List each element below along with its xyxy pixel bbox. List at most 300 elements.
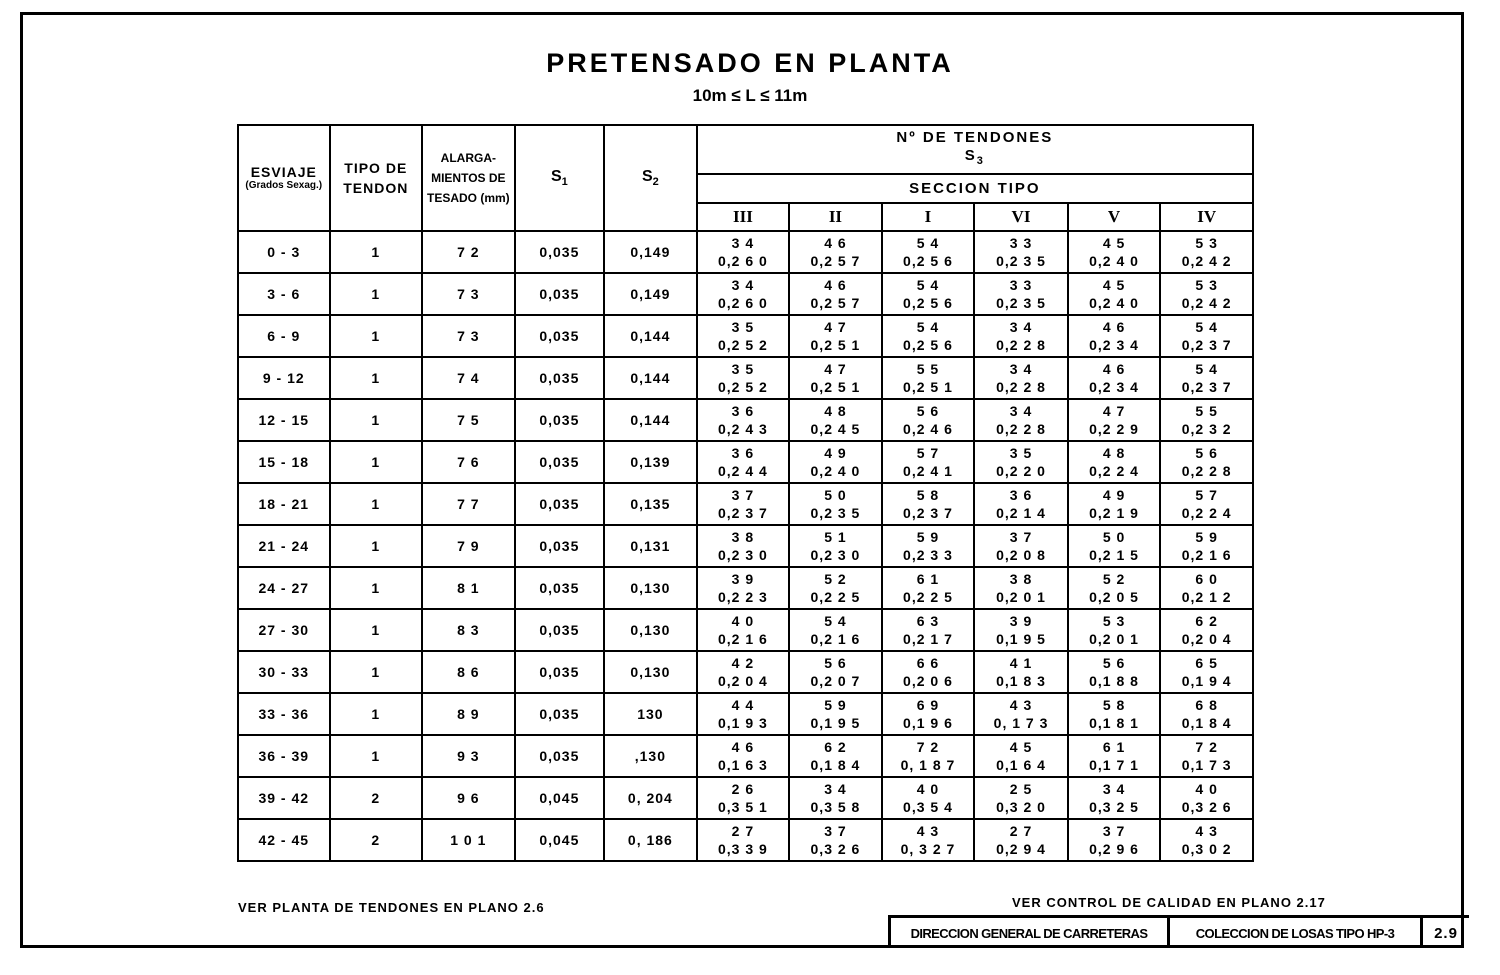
tendon-count: 3 8: [731, 529, 755, 545]
cell-tipo: 1: [330, 231, 423, 273]
cell-tendons: [789, 567, 882, 609]
header-alargamientos: ALARGA- MIENTOS DE TESADO (mm): [422, 125, 515, 231]
cell-tendons: [697, 609, 790, 651]
cell-tipo: 1: [330, 567, 423, 609]
cell-tendons: [789, 609, 882, 651]
cell-tipo: 1: [330, 525, 423, 567]
table-row: [238, 609, 1253, 651]
cell-s1: 0,035: [515, 231, 605, 273]
cell-tendons: [1160, 777, 1253, 819]
cell-tipo: 1: [330, 315, 423, 357]
tendon-count: 6 8: [1195, 697, 1218, 713]
tendon-s3-value: 0,2 1 9: [1089, 505, 1139, 521]
header-section-0: III: [697, 203, 790, 231]
table-row: [238, 693, 1253, 735]
cell-tendons: [789, 693, 882, 735]
tendon-count: 3 4: [824, 781, 847, 797]
tendon-count: 5 0: [1102, 529, 1126, 545]
cell-alarg: 9 3: [422, 735, 515, 777]
cell-tendons: [789, 525, 882, 567]
tendon-count: 4 5: [1102, 235, 1126, 251]
table-row: [238, 273, 1253, 315]
cell-s2: 0, 204: [604, 777, 697, 819]
tendon-count: 2 5: [1009, 781, 1033, 797]
tendon-count: 4 6: [1102, 361, 1126, 377]
cell-tendons: [697, 441, 790, 483]
tendon-s3-value: 0,1 8 4: [1181, 715, 1232, 731]
tendon-s3-value: 0,2 4 5: [810, 421, 861, 437]
note-quality-control: VER CONTROL DE CALIDAD EN PLANO 2.17: [1012, 895, 1326, 910]
tendon-s3-value: 0,2 4 2: [1181, 253, 1232, 269]
cell-s2: 130: [604, 693, 697, 735]
cell-tendons: [882, 819, 975, 861]
tendon-count: 2 7: [731, 823, 755, 839]
tendon-count: 3 4: [1009, 361, 1033, 377]
tendon-s3-value: 0,2 3 5: [810, 505, 861, 521]
tendon-s3-value: 0,1 9 3: [717, 715, 768, 731]
tendon-count: 2 6: [731, 781, 755, 797]
cell-tendons: [974, 735, 1068, 777]
tendon-s3-value: 0,2 0 7: [810, 673, 861, 689]
tendon-count: 5 7: [1195, 487, 1218, 503]
cell-tendons: [697, 231, 790, 273]
cell-tendons: [1068, 483, 1161, 525]
tendon-count: 6 2: [824, 739, 847, 755]
page-title: PRETENSADO EN PLANTA: [546, 48, 954, 78]
tendon-count: 3 6: [731, 403, 755, 419]
tendon-s3-value: 0,2 2 3: [717, 589, 768, 605]
tendon-s3-value: 0,2 3 0: [717, 547, 768, 563]
tendon-count: 4 6: [824, 277, 847, 293]
tendon-count: 5 4: [916, 277, 940, 293]
tendon-s3-value: 0,2 6 0: [717, 295, 768, 311]
tendon-s3-value: 0,2 1 2: [1181, 589, 1232, 605]
header-s1-letter: S: [550, 167, 562, 185]
cell-s2: 0,144: [604, 357, 697, 399]
tendon-count: 3 4: [1009, 403, 1033, 419]
tendon-count: 7 2: [916, 739, 940, 755]
header-s2: [604, 125, 697, 231]
cell-tendons: [974, 273, 1068, 315]
cell-s2: ,130: [604, 735, 697, 777]
cell-tendons: [697, 693, 790, 735]
tendon-s3-value: 0,2 2 5: [810, 589, 861, 605]
cell-tipo: 1: [330, 483, 423, 525]
tendon-s3-value: 0,2 2 0: [996, 463, 1046, 479]
footer-organization: DIRECCION GENERAL DE CARRETERAS: [891, 918, 1170, 948]
cell-tendons: [882, 231, 975, 273]
table-row: [238, 567, 1253, 609]
cell-tendons: [697, 525, 790, 567]
cell-s2: 0,144: [604, 399, 697, 441]
tendon-s3-value: 0,1 7 3: [1181, 757, 1232, 773]
cell-tendons: [697, 273, 790, 315]
cell-tendons: [974, 441, 1068, 483]
tendon-s3-value: 0,3 5 4: [903, 799, 953, 815]
cell-tendons: [1068, 777, 1161, 819]
tendon-s3-value: 0,2 4 0: [1089, 295, 1139, 311]
tendon-s3-value: 0,2 5 2: [717, 379, 768, 395]
tendon-s3-value: 0,3 5 8: [810, 799, 861, 815]
cell-esviaje: 0 - 3: [238, 231, 330, 273]
cell-tipo: 1: [330, 441, 423, 483]
cell-tendons: [1068, 693, 1161, 735]
tendon-s3-value: 0,2 4 3: [717, 421, 768, 437]
cell-tendons: [789, 231, 882, 273]
tendon-s3-value: 0,2 0 1: [996, 589, 1046, 605]
cell-s2: 0,144: [604, 315, 697, 357]
tendon-s3-value: 0,3 0 2: [1181, 841, 1232, 857]
cell-tendons: [974, 777, 1068, 819]
cell-tendons: [1160, 651, 1253, 693]
tendon-s3-value: 0,3 3 9: [717, 841, 768, 857]
header-tipo-tendon: TIPO DE TENDON: [330, 125, 423, 231]
tendon-count: 3 9: [1009, 613, 1033, 629]
tendon-s3-value: 0, 3 2 7: [900, 841, 956, 857]
tendon-s3-value: 0,2 0 6: [903, 673, 953, 689]
tendon-s3-value: 0,2 4 1: [903, 463, 953, 479]
cell-tendons: [974, 609, 1068, 651]
tendon-s3-value: 0,2 1 7: [903, 631, 953, 647]
cell-tendons: [1160, 735, 1253, 777]
cell-tipo: 1: [330, 399, 423, 441]
cell-esviaje: 27 - 30: [238, 609, 330, 651]
tendon-s3-value: 0,2 2 4: [1181, 505, 1232, 521]
tendon-count: 5 3: [1195, 277, 1218, 293]
header-esviaje-units: (Grados Sexag.): [245, 180, 323, 191]
cell-s1: 0,035: [515, 441, 605, 483]
cell-tendons: [1068, 231, 1161, 273]
cell-tendons: [789, 357, 882, 399]
header-s2-index: 2: [652, 176, 659, 189]
tendon-s3-value: 0,2 4 4: [717, 463, 768, 479]
cell-s1: 0,045: [515, 819, 605, 861]
cell-tendons: [882, 567, 975, 609]
cell-alarg: 7 4: [422, 357, 515, 399]
tendon-count: 3 4: [731, 277, 755, 293]
header-n-tendones-label: Nº DE TENDONES: [896, 129, 1054, 146]
tendon-s3-value: 0,1 6 3: [717, 757, 768, 773]
tendon-s3-value: 0,2 1 6: [1181, 547, 1232, 563]
tendon-s3-value: 0,2 0 4: [1181, 631, 1232, 647]
cell-tendons: [1160, 441, 1253, 483]
cell-alarg: 7 5: [422, 399, 515, 441]
cell-tendons: [974, 399, 1068, 441]
cell-tendons: [882, 609, 975, 651]
cell-tipo: 1: [330, 651, 423, 693]
table-row: [238, 819, 1253, 861]
cell-tendons: [789, 273, 882, 315]
header-section-2: I: [882, 203, 975, 231]
cell-tendons: [882, 651, 975, 693]
table-row: [238, 651, 1253, 693]
tendon-count: 3 6: [1009, 487, 1033, 503]
cell-tendons: [1160, 399, 1253, 441]
tendon-s3-value: 0,3 2 5: [1089, 799, 1139, 815]
cell-tendons: [1160, 819, 1253, 861]
cell-tendons: [974, 483, 1068, 525]
tendon-s3-value: 0,2 4 0: [1089, 253, 1139, 269]
cell-s2: 0,149: [604, 273, 697, 315]
tendon-count: 5 9: [824, 697, 847, 713]
tendon-count: 4 6: [731, 739, 755, 755]
tendon-s3-value: 0,2 2 9: [1089, 421, 1139, 437]
footer-sheet-number: 2.9: [1434, 924, 1458, 942]
tendon-count: 2 7: [1009, 823, 1033, 839]
tendon-s3-value: 0,2 3 7: [1181, 379, 1232, 395]
cell-tendons: [882, 693, 975, 735]
tendon-s3-value: 0,2 1 5: [1089, 547, 1139, 563]
tendon-s3-value: 0,2 3 5: [996, 253, 1046, 269]
cell-tendons: [697, 735, 790, 777]
tendon-s3-value: 0,2 6 0: [717, 253, 768, 269]
tendon-s3-value: 0,2 5 1: [903, 379, 953, 395]
cell-s1: 0,035: [515, 357, 605, 399]
cell-alarg: 1 0 1: [422, 819, 515, 861]
cell-esviaje: 36 - 39: [238, 735, 330, 777]
tendon-s3-value: 0,2 3 7: [1181, 337, 1232, 353]
cell-s2: 0,149: [604, 231, 697, 273]
cell-s2: 0,131: [604, 525, 697, 567]
tendon-s3-value: 0,2 0 1: [1089, 631, 1139, 647]
tendon-s3-value: 0,2 0 8: [996, 547, 1046, 563]
header-section-1: II: [789, 203, 882, 231]
tendon-count: 4 0: [731, 613, 755, 629]
cell-tendons: [697, 651, 790, 693]
tendon-count: 5 2: [824, 571, 847, 587]
tendon-count: 5 3: [1195, 235, 1218, 251]
tendon-s3-value: 0,2 5 6: [903, 253, 953, 269]
header-s3: [698, 147, 1252, 170]
cell-s1: 0,035: [515, 735, 605, 777]
cell-tendons: [974, 357, 1068, 399]
cell-esviaje: 30 - 33: [238, 651, 330, 693]
tendon-count: 5 4: [1195, 361, 1218, 377]
cell-s1: 0,035: [515, 609, 605, 651]
tendon-s3-value: 0,2 2 5: [903, 589, 953, 605]
cell-tendons: [1068, 399, 1161, 441]
tendon-s3-value: 0,2 3 4: [1089, 337, 1139, 353]
tendon-count: 5 8: [916, 487, 940, 503]
cell-s2: 0, 186: [604, 819, 697, 861]
cell-tendons: [974, 525, 1068, 567]
cell-alarg: 8 6: [422, 651, 515, 693]
tendon-count: 5 4: [824, 613, 847, 629]
tendon-s3-value: 0,1 9 6: [903, 715, 953, 731]
tendon-count: 4 7: [824, 319, 847, 335]
cell-tendons: [697, 399, 790, 441]
cell-tipo: 1: [330, 273, 423, 315]
tendon-s3-value: 0,3 5 1: [717, 799, 768, 815]
header-s1: [515, 125, 605, 231]
tendon-s3-value: 0,3 2 0: [996, 799, 1046, 815]
cell-tendons: [1068, 525, 1161, 567]
tendon-count: 5 4: [916, 319, 940, 335]
header-section-4: V: [1068, 203, 1161, 231]
tendon-s3-value: 0,1 8 3: [996, 673, 1046, 689]
cell-alarg: 8 9: [422, 693, 515, 735]
tendon-count: 5 6: [1195, 445, 1218, 461]
tendon-count: 6 9: [916, 697, 940, 713]
cell-s1: 0,035: [515, 525, 605, 567]
tendon-s3-value: 0,2 5 7: [810, 295, 861, 311]
tendon-count: 5 6: [916, 403, 940, 419]
tendon-count: 5 4: [1195, 319, 1218, 335]
cell-tendons: [974, 567, 1068, 609]
tendon-s3-value: 0,2 9 4: [996, 841, 1046, 857]
cell-tendons: [882, 273, 975, 315]
cell-esviaje: 24 - 27: [238, 567, 330, 609]
tendon-count: 4 7: [1102, 403, 1126, 419]
prestressing-table: [237, 124, 1254, 862]
header-esviaje: [238, 125, 330, 231]
tendon-s3-value: 0,2 1 4: [996, 505, 1046, 521]
tendon-count: 4 9: [824, 445, 847, 461]
cell-tendons: [697, 315, 790, 357]
cell-s2: 0,130: [604, 567, 697, 609]
table-row: [238, 399, 1253, 441]
cell-tendons: [882, 735, 975, 777]
tendon-count: 5 0: [824, 487, 847, 503]
cell-s2: 0,135: [604, 483, 697, 525]
cell-tendons: [1160, 357, 1253, 399]
cell-tendons: [1068, 609, 1161, 651]
tendon-count: 4 5: [1009, 739, 1033, 755]
tendon-count: 4 6: [824, 235, 847, 251]
tendon-s3-value: 0,1 7 1: [1089, 757, 1139, 773]
cell-tendons: [1160, 231, 1253, 273]
tendon-count: 5 5: [916, 361, 940, 377]
tendon-count: 4 9: [1102, 487, 1126, 503]
tendon-s3-value: 0,2 3 4: [1089, 379, 1139, 395]
tendon-count: 4 0: [1195, 781, 1218, 797]
tendon-count: 5 1: [824, 529, 847, 545]
tendon-count: 4 0: [916, 781, 940, 797]
tendon-s3-value: 0,2 2 8: [996, 421, 1046, 437]
tendon-count: 3 4: [1102, 781, 1126, 797]
cell-tipo: 1: [330, 609, 423, 651]
header-s2-letter: S: [641, 167, 653, 185]
cell-tendons: [789, 651, 882, 693]
tendon-count: 4 3: [916, 823, 940, 839]
tendon-s3-value: 0,2 2 8: [996, 379, 1046, 395]
header-s1-index: 1: [561, 176, 568, 189]
table-row: [238, 357, 1253, 399]
tendon-count: 5 9: [916, 529, 940, 545]
tendon-count: 3 6: [731, 445, 755, 461]
cell-alarg: 7 3: [422, 273, 515, 315]
cell-alarg: 9 6: [422, 777, 515, 819]
tendon-count: 5 6: [824, 655, 847, 671]
tendon-s3-value: 0,2 1 6: [717, 631, 768, 647]
tendon-count: 7 2: [1195, 739, 1218, 755]
cell-esviaje: 3 - 6: [238, 273, 330, 315]
tendon-s3-value: 0,2 3 0: [810, 547, 861, 563]
tendon-count: 5 8: [1102, 697, 1126, 713]
tendon-s3-value: 0,2 5 6: [903, 337, 953, 353]
tendon-count: 3 4: [731, 235, 755, 251]
tendon-s3-value: 0,2 3 7: [717, 505, 768, 521]
cell-esviaje: 39 - 42: [238, 777, 330, 819]
tendon-count: 3 5: [731, 361, 755, 377]
tendon-s3-value: 0,2 5 2: [717, 337, 768, 353]
cell-tendons: [789, 483, 882, 525]
tendon-count: 3 7: [731, 487, 755, 503]
cell-tendons: [974, 651, 1068, 693]
tendon-count: 5 4: [916, 235, 940, 251]
cell-tendons: [789, 399, 882, 441]
tendon-s3-value: 0,2 0 5: [1089, 589, 1139, 605]
cell-esviaje: 12 - 15: [238, 399, 330, 441]
cell-tendons: [974, 819, 1068, 861]
tendon-s3-value: 0,3 2 6: [810, 841, 861, 857]
tendon-s3-value: 0,3 2 6: [1181, 799, 1232, 815]
cell-tendons: [697, 357, 790, 399]
cell-tipo: 1: [330, 357, 423, 399]
cell-tendons: [1160, 273, 1253, 315]
tendon-count: 4 2: [731, 655, 755, 671]
tendon-count: 6 6: [916, 655, 940, 671]
cell-s1: 0,035: [515, 651, 605, 693]
cell-s2: 0,139: [604, 441, 697, 483]
cell-tendons: [697, 483, 790, 525]
tendon-count: 4 3: [1195, 823, 1218, 839]
cell-tendons: [1160, 567, 1253, 609]
tendon-s3-value: 0,1 6 4: [996, 757, 1046, 773]
tendon-count: 4 8: [824, 403, 847, 419]
cell-tendons: [1068, 567, 1161, 609]
cell-esviaje: 18 - 21: [238, 483, 330, 525]
cell-tipo: 1: [330, 693, 423, 735]
footer-collection: COLECCION DE LOSAS TIPO HP-3: [1170, 918, 1423, 948]
cell-tendons: [1160, 483, 1253, 525]
tendon-count: 5 6: [1102, 655, 1126, 671]
cell-tendons: [697, 819, 790, 861]
cell-tendons: [1068, 441, 1161, 483]
tendon-count: 3 7: [1009, 529, 1033, 545]
cell-esviaje: 42 - 45: [238, 819, 330, 861]
cell-tendons: [789, 777, 882, 819]
tendon-count: 6 2: [1195, 613, 1218, 629]
cell-tendons: [1068, 735, 1161, 777]
tendon-s3-value: 0,2 5 1: [810, 379, 861, 395]
tendon-count: 5 9: [1195, 529, 1218, 545]
tendon-count: 3 3: [1009, 277, 1033, 293]
cell-s1: 0,035: [515, 567, 605, 609]
tendon-count: 4 4: [731, 697, 755, 713]
cell-esviaje: 6 - 9: [238, 315, 330, 357]
tendon-count: 3 7: [824, 823, 847, 839]
cell-tendons: [1068, 651, 1161, 693]
tendon-s3-value: 0, 1 8 7: [900, 757, 956, 773]
cell-s1: 0,035: [515, 315, 605, 357]
cell-tendons: [1160, 693, 1253, 735]
tendon-s3-value: 0,2 3 7: [903, 505, 953, 521]
tendon-count: 5 2: [1102, 571, 1126, 587]
tendon-s3-value: 0,1 8 4: [810, 757, 861, 773]
cell-s1: 0,035: [515, 273, 605, 315]
tendon-s3-value: 0,2 4 0: [810, 463, 861, 479]
cell-s2: 0,130: [604, 651, 697, 693]
cell-tendons: [1068, 357, 1161, 399]
cell-alarg: 7 6: [422, 441, 515, 483]
cell-esviaje: 21 - 24: [238, 525, 330, 567]
tendon-s3-value: 0,2 4 6: [903, 421, 953, 437]
tendon-s3-value: 0,2 1 6: [810, 631, 861, 647]
tendon-count: 4 5: [1102, 277, 1126, 293]
header-s3-letter: S: [964, 147, 977, 164]
header-s3-index: 3: [976, 155, 985, 167]
